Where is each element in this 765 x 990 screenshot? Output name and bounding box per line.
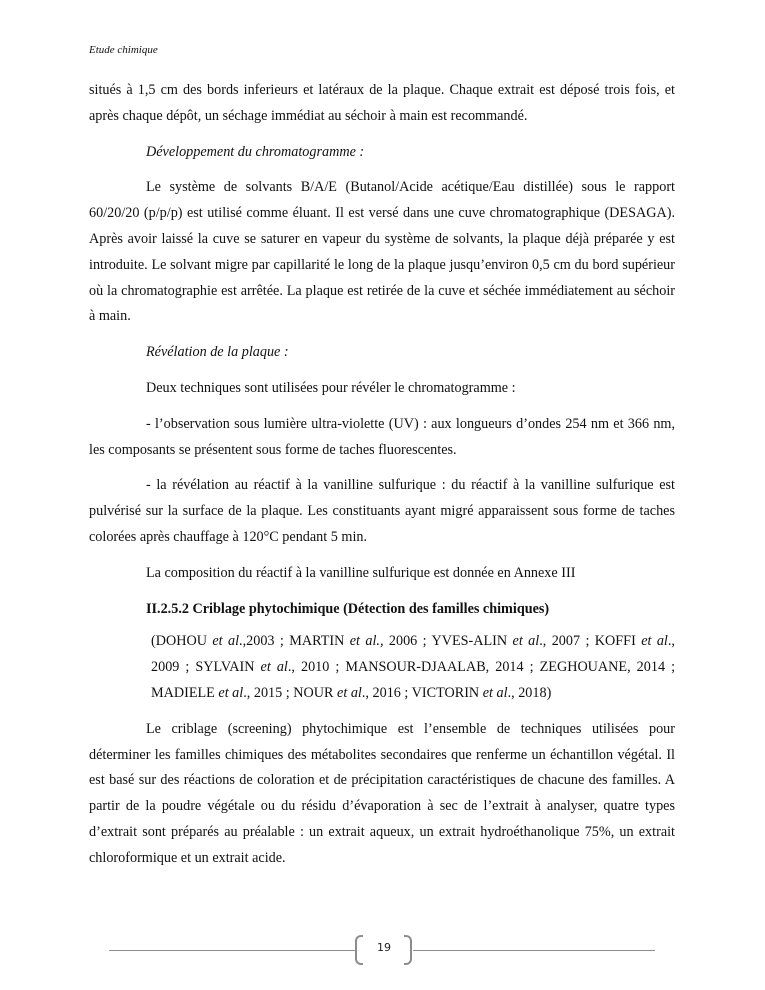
page-body — [89, 78, 675, 872]
paragraph-screening: Le criblage (screening) phytochimique est l’ensemble de techniques utilisées pour déterminer les familles chimiques des métabolites secondaires que renferme un échantillon végétal. Il est basé sur des réactions de coloration et de précipitation caractéristiques de chacune des familles. A partir de la poudre végétale ou du résidu d’évaporation à sec de l’extrait à analyser, quatre types d’extrait sont préparés au préalable : un extrait aqueux, un extrait hydroéthanolique 75%, un extrait chloroformique et un extrait acide. — [89, 720, 675, 866]
footer-rule-right — [413, 950, 655, 951]
heading-development: Développement du chromatogramme : — [146, 143, 365, 160]
running-header: Etude chimique — [89, 44, 158, 56]
footer-rule-left — [109, 950, 357, 951]
footer-bracket-right — [404, 935, 412, 965]
heading-revelation: Révélation de la plaque : — [146, 344, 289, 361]
paragraph-deposit: situés à 1,5 cm des bords inferieurs et latéraux de la plaque. Chaque extrait est déposé trois fois, et après chaque dépôt, un séchage immédiat au séchoir à main est recommandé. — [89, 82, 675, 124]
paragraph-composition-note: La composition du réactif à la vanilline sulfurique est donnée en Annexe III — [146, 564, 576, 581]
footer-bracket-left — [355, 935, 363, 965]
paragraph-development: Le système de solvants B/A/E (Butanol/Acide acétique/Eau distillée) sous le rapport 60/20/20 (p/p/p) est utilisé comme éluant. Il est versé dans une cuve chromatographique (DESAGA). Après avoir laissé la cuve se saturer en vapeur du système de solvants, la plaque déjà préparée y est introduite. Le solvant migre par capillarité le long de la plaque jusqu’environ 0,5 cm du bord supérieur où la chromatographie est arrêtée. La plaque est retirée de la cuve et séchée immédiatement au séchoir à main. — [89, 179, 675, 325]
section-heading-screening: II.2.5.2 Criblage phytochimique (Détection des familles chimiques) — [146, 600, 550, 617]
page-number: 19 — [377, 941, 391, 954]
paragraph-uv-observation: - l’observation sous lumière ultra-violette (UV) : aux longueurs d’ondes 254 nm et 366 nm, les composants se présentent sous forme de taches fluorescentes. — [89, 415, 675, 458]
references-block: (DOHOU et al.,2003 ; MARTIN et al., 2006 ; YVES-ALIN et al., 2007 ; KOFFI et al., 2009 ; SYLVAIN et al., 2010 ; MANSOUR-DJAALAB, 2014 ; ZEGHOUANE, 2014 ; MADIELE et al., 2015 ; NOUR et al., 2016 ; VICTORIN et al., 2018) — [151, 633, 676, 701]
paragraph-revelation-intro: Deux techniques sont utilisées pour révéler le chromatogramme : — [146, 379, 516, 396]
page-footer — [109, 935, 655, 965]
paragraph-vanillin-revelation: - la révélation au réactif à la vanilline sulfurique : du réactif à la vanilline sulfurique est pulvérisé sur la surface de la plaque. Les constituants ayant migré apparaissent sous forme de taches colorées après chauffage à 120°C pendant 5 min. — [89, 477, 675, 545]
